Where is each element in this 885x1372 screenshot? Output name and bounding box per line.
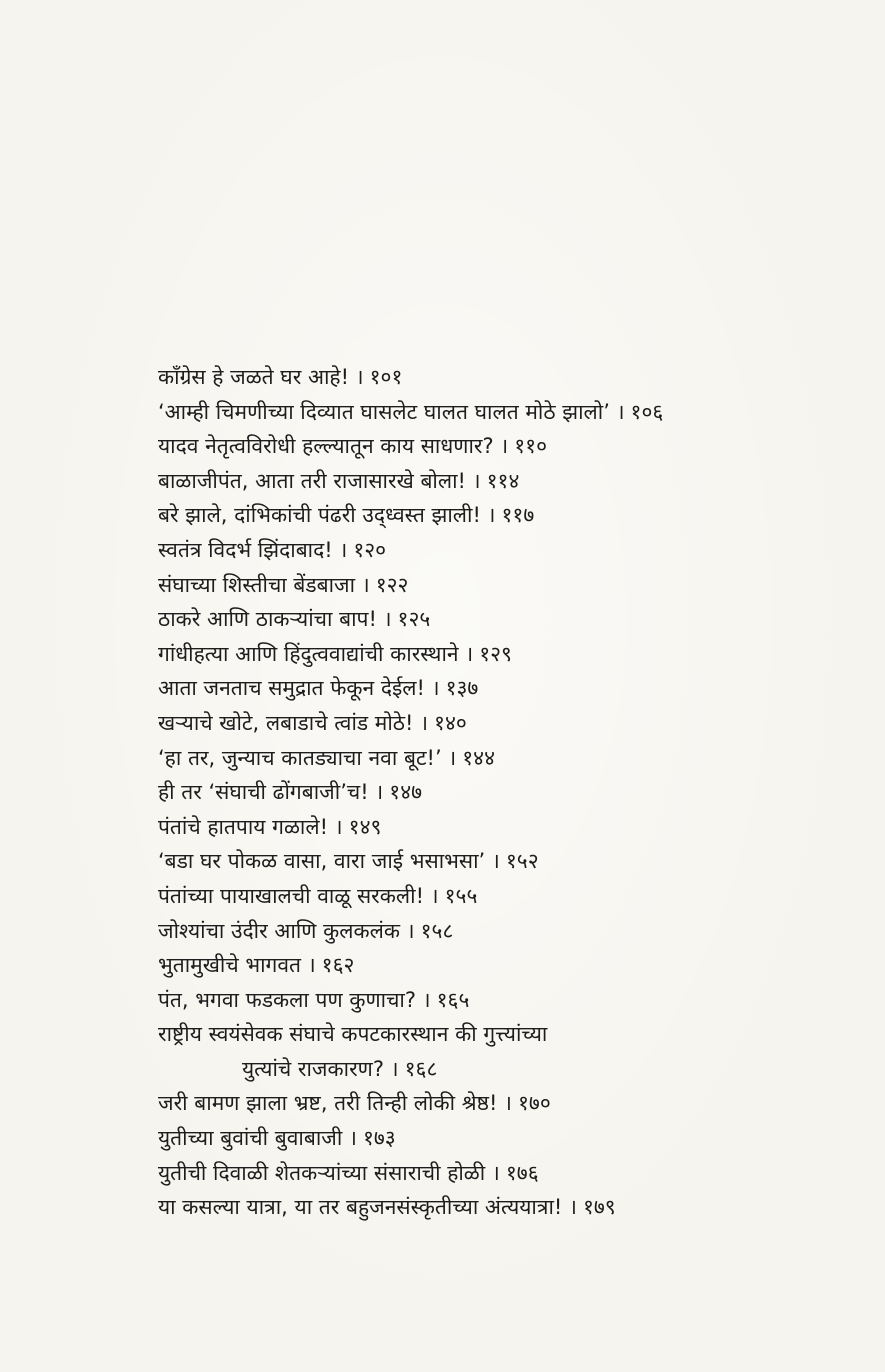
- toc-entry-page: १२२: [375, 572, 409, 597]
- toc-entry: [158, 948, 858, 983]
- toc-entry-page: १७६: [505, 1160, 539, 1185]
- toc-entry-title: राष्ट्रीय स्वयंसेवक संघाचे कपटकारस्थान की गुत्त्यांच्या: [158, 1022, 548, 1047]
- toc-entry-title: यादव नेतृत्वविरोधी हल्ल्यातून काय साधणार? ।: [158, 434, 509, 459]
- toc-entry-title: ‘आम्ही चिमणीच्या दिव्यात घासलेट घालत घालत मोठे झालो’ ।: [158, 399, 625, 424]
- toc-entry-page: १०६: [630, 399, 664, 424]
- toc-entry-title: पंत, भगवा फडकला पण कुणाचा? ।: [158, 987, 431, 1012]
- toc-entry-page: १२९: [479, 641, 512, 666]
- toc-entry-page: १४४: [462, 745, 496, 770]
- toc-entry-title: ‘हा तर, जुन्याच कातड्याचा नवा बूट!’ ।: [158, 745, 457, 770]
- toc-entry-title: भुतामुखीचे भागवत ।: [158, 953, 316, 978]
- toc-entry: [158, 464, 858, 499]
- toc-entry-page: १३७: [445, 676, 479, 701]
- toc-entry: [158, 637, 858, 672]
- toc-entry-page: १४०: [434, 710, 467, 735]
- toc-entry: [158, 844, 858, 879]
- toc-entry-title: संघाच्या शिस्तीचा बेंडबाजा ।: [158, 572, 370, 597]
- toc-entry-page: १०१: [369, 365, 403, 389]
- toc-entry: [158, 775, 858, 810]
- toc-entry-page: १४९: [348, 814, 382, 839]
- toc-entry-page: १२०: [353, 537, 387, 562]
- toc-entry-page: ११७: [501, 503, 535, 528]
- toc-entry: [158, 671, 858, 706]
- toc-entry: [158, 429, 858, 464]
- toc-entry-title: या कसल्या यात्रा, या तर बहुजनसंस्कृतीच्या अंत्ययात्रा! ।: [158, 1195, 577, 1220]
- toc-entry-page: १७०: [518, 1091, 551, 1116]
- toc-entry: [158, 602, 858, 637]
- toc-entry-title: ठाकरे आणि ठाकऱ्यांचा बाप! ।: [158, 607, 392, 632]
- toc-entry: [158, 1017, 858, 1086]
- toc-entry-title: पंतांच्या पायाखालची वाळू सरकली! ।: [158, 883, 439, 908]
- toc-entry-title: युतीची दिवाळी शेतकऱ्यांच्या संसाराची होळी ।: [158, 1160, 500, 1185]
- toc-entry-title: ‘बडा घर पोकळ वासा, वारा जाई भसाभसा’ ।: [158, 849, 500, 874]
- toc-entry-page: १५८: [420, 918, 454, 943]
- table-of-contents: [158, 360, 858, 1225]
- toc-entry-title: युतीच्या बुवांची बुवाबाजी ।: [158, 1126, 357, 1151]
- toc-entry-title: गांधीहत्या आणि हिंदुत्ववाद्यांची कारस्थाने ।: [158, 641, 474, 666]
- toc-entry-title: खऱ्याचे खोटे, लबाडाचे त्वांड मोठे! ।: [158, 710, 429, 735]
- toc-entry-title: ही तर ‘संघाची ढोंगबाजी’च! ।: [158, 780, 384, 805]
- toc-entry-title: काँग्रेस हे जळते घर आहे! ।: [158, 365, 364, 389]
- toc-entry-page: १५२: [505, 849, 539, 874]
- toc-entry-title-continued: [158, 1052, 858, 1087]
- toc-entry-page: १२५: [397, 607, 431, 632]
- toc-entry-page: १७९: [582, 1195, 616, 1220]
- toc-entry: [158, 1121, 858, 1156]
- toc-entry: [158, 983, 858, 1018]
- toc-entry-page: १५५: [444, 883, 478, 908]
- toc-entry-title: जोश्यांचा उंदीर आणि कुलकलंक ।: [158, 918, 415, 943]
- toc-entry-title-cont: युत्यांचे राजकारण? ।: [242, 1056, 399, 1081]
- toc-entry-title: आता जनताच समुद्रात फेकून देईल! ।: [158, 676, 440, 701]
- toc-entry: [158, 360, 858, 395]
- toc-entry-title: जरी बामण झाला भ्रष्ट, तरी तिन्ही लोकी श्रेष्ठ! ।: [158, 1091, 513, 1116]
- toc-entry-page: १७३: [362, 1126, 396, 1151]
- toc-entry-page: ११०: [514, 434, 548, 459]
- toc-entry-page: १६८: [404, 1056, 438, 1081]
- toc-entry: [158, 810, 858, 845]
- toc-entry: [158, 879, 858, 914]
- toc-entry: [158, 498, 858, 533]
- toc-entry: [158, 1156, 858, 1191]
- toc-entry-page: ११४: [486, 468, 520, 493]
- toc-entry: [158, 741, 858, 776]
- toc-entry: [158, 1190, 858, 1225]
- toc-entry: [158, 533, 858, 568]
- toc-entry-title: बरे झाले, दांभिकांची पंढरी उद्‌ध्वस्त झाली! ।: [158, 503, 496, 528]
- toc-entry: [158, 568, 858, 603]
- toc-entry-page: १४७: [389, 780, 423, 805]
- toc-entry: [158, 914, 858, 949]
- toc-entry-title: स्वतंत्र विदर्भ झिंदाबाद! ।: [158, 537, 348, 562]
- toc-entry-title: बाळाजीपंत, आता तरी राजासारखे बोला! ।: [158, 468, 481, 493]
- toc-entry: [158, 1086, 858, 1121]
- toc-entry-page: १६५: [436, 987, 470, 1012]
- toc-entry-title: पंतांचे हातपाय गळाले! ।: [158, 814, 343, 839]
- toc-entry: [158, 395, 858, 430]
- toc-entry-page: १६२: [321, 953, 355, 978]
- toc-entry: [158, 706, 858, 741]
